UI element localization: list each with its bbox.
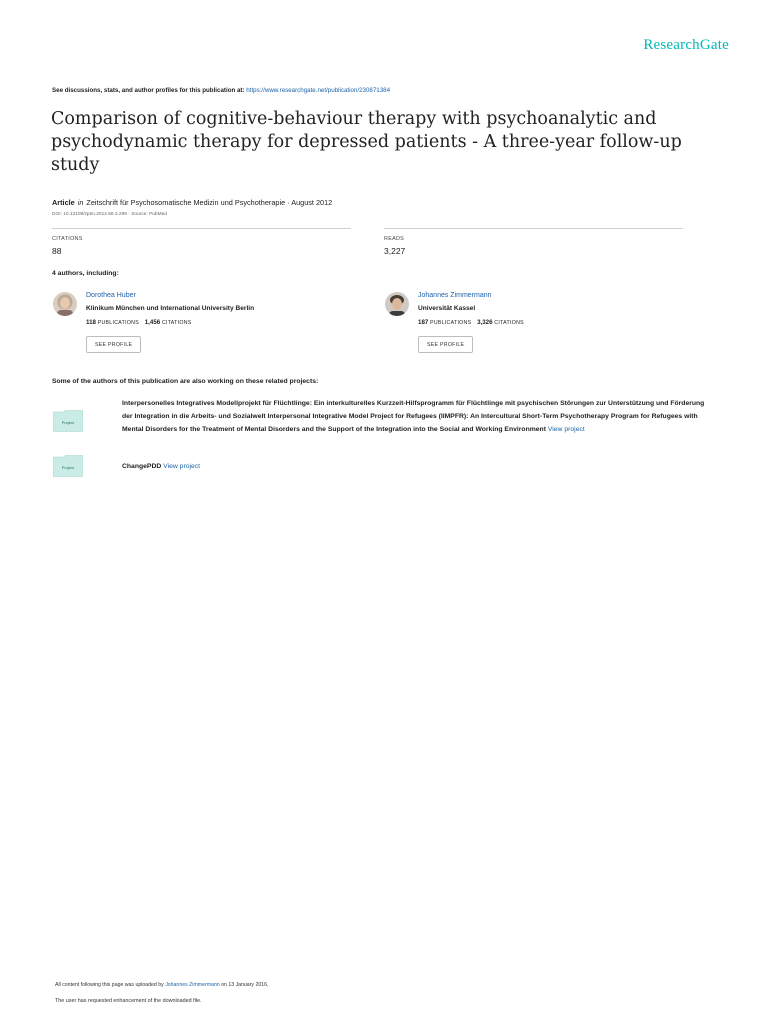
folder-icon — [53, 455, 83, 477]
author-photo-johannes — [385, 292, 409, 316]
project-folder-icon[interactable] — [53, 455, 83, 477]
in-word: in — [77, 198, 84, 207]
publication-url-link[interactable]: https://www.researchgate.net/publication/230871384 — [246, 87, 391, 94]
see-profile-button[interactable]: SEE PROFILE — [418, 336, 473, 353]
project-title: Interpersonelles Integratives Modellprojekt für Flüchtlinge: Ein interkulturelles Kurzzeit-Hilfsprogramm für Flüchtlinge mit psychischen Störungen zur Unterstützung und Förderung der Integration in die Arbeits- und Sozialwelt Interpersonal Integrative Model Project for Refugees (IIMPFR): An Intercultural Short-Term Psychotherapy Program for Refugees with Mental Disorders for the Treatment of Mental Disorders and the Support of the Integration into the Social and Working Environment — [122, 400, 705, 433]
researchgate-logo[interactable]: ResearchGate — [643, 37, 729, 53]
discussion-lead: See discussions, stats, and author profiles for this publication at: — [52, 87, 245, 94]
discussion-line — [52, 87, 390, 94]
author-citations-count: 1,456 — [144, 319, 161, 326]
author-affiliation: Klinikum München und International University Berlin — [86, 305, 255, 312]
project-description — [122, 397, 714, 436]
reads-label: READS — [384, 236, 405, 242]
see-profile-button[interactable]: SEE PROFILE — [86, 336, 141, 353]
reads-value: 3,227 — [384, 246, 406, 256]
reads-divider — [384, 228, 683, 229]
publication-type: Article — [52, 198, 75, 207]
project-icon-label: Project — [61, 420, 75, 425]
citations-label: CITATIONS — [52, 236, 83, 242]
citations-value: 88 — [52, 246, 62, 256]
author-publications-count: 118 — [86, 319, 96, 326]
author-photo-dorothea — [53, 292, 77, 316]
project-folder-icon[interactable] — [53, 410, 83, 432]
author-name-link[interactable]: Dorothea Huber — [86, 292, 136, 299]
project-title: ChangePDD — [122, 463, 162, 470]
upload-notice — [55, 982, 268, 988]
author-stats — [86, 319, 196, 326]
project-icon-label: Project — [61, 465, 75, 470]
upload-lead: All content following this page was uploaded by — [55, 982, 164, 988]
author-avatar[interactable] — [385, 292, 409, 316]
view-project-link[interactable]: View project — [163, 463, 201, 470]
folder-icon — [53, 410, 83, 432]
author-publications-label: PUBLICATIONS — [97, 320, 139, 326]
author-publications-count: 187 — [418, 319, 429, 326]
view-project-link[interactable]: View project — [547, 426, 585, 433]
author-name-link[interactable]: Johannes Zimmermann — [418, 292, 492, 299]
uploader-link[interactable]: Johannes Zimmermann — [165, 982, 220, 988]
journal-name: Zeitschrift für Psychosomatische Medizin und Psychotherapie · August 2012 — [86, 198, 333, 207]
author-citations-count: 3,326 — [477, 319, 493, 326]
author-citations-label: CITATIONS — [494, 320, 524, 326]
author-publications-label: PUBLICATIONS — [430, 320, 472, 326]
author-affiliation: Universität Kassel — [418, 305, 476, 312]
citations-divider — [52, 228, 351, 229]
related-projects-heading: Some of the authors of this publication are also working on these related projects: — [52, 378, 319, 385]
doi-line: DOI: 10.13109/zptm.2012.58.3.299 · Source: PubMed — [52, 212, 167, 217]
author-stats — [418, 319, 528, 326]
author-citations-label: CITATIONS — [161, 320, 192, 326]
author-avatar[interactable] — [53, 292, 77, 316]
publication-title: Comparison of cognitive-behaviour therapy with psychoanalytic and psychodynamic therapy for depressed patients - A three-year follow-up study — [51, 109, 682, 175]
enhancement-notice: The user has requested enhancement of the downloaded file. — [55, 998, 202, 1004]
project-description — [122, 460, 714, 473]
upload-date: on 13 January 2016. — [221, 982, 269, 988]
authors-heading: 4 authors, including: — [52, 270, 119, 277]
publication-meta — [52, 198, 332, 207]
